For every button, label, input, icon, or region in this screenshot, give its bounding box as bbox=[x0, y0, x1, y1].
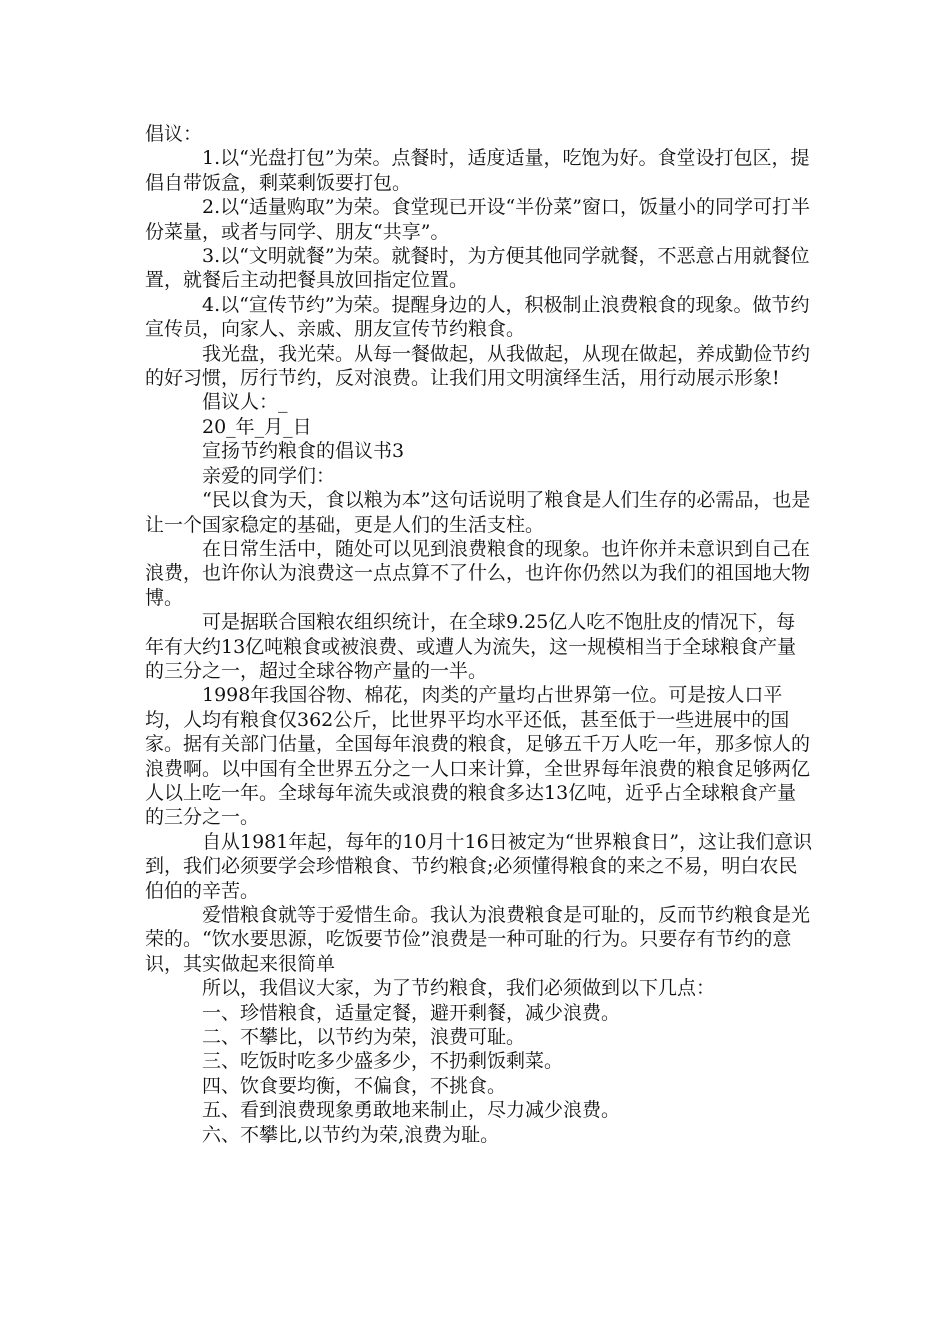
section-title: 宣扬节约粮食的倡议书3 bbox=[202, 440, 405, 463]
paragraph-proverb: “民以食为天，食以粮为本”这句话说明了粮食是人们生存的必需品，也是让一个国家稳定的基础，更是人们的生活支柱。 bbox=[145, 489, 811, 536]
paragraph-cherish-grain: 爱惜粮食就等于爱惜生命。我认为浪费粮食是可耻的，反而节约粮食是光荣的。“饮水要思源，吃饭要节俭”浪费是一种可耻的行为。只要存有节约的意识，其实做起来很简单 bbox=[145, 904, 811, 975]
paragraph-1998-output: 1998年我国谷物、棉花，肉类的产量均占世界第一位。可是按人口平均，人均有粮食仅362公斤，比世界平均水平还低，甚至低于一些进展中的国家。据有关部门估量，全国每年浪费的粮食，足够五千万人吃一年，那多惊人的浪费啊。以中国有全世界五分之一人口来计算，全世界每年浪费的粮食足够两亿人以上吃一年。全球每年流失或浪费的粮食多达13亿吨，近乎占全球粮食产量的三分之一。 bbox=[145, 684, 811, 829]
paragraph-item-4: 4.以“宣传节约”为荣。提醒身边的人，积极制止浪费粮食的现象。做节约宣传员，向家人、亲戚、朋友宣传节约粮食。 bbox=[145, 293, 810, 341]
document-body bbox=[145, 122, 813, 1147]
paragraph-heading-proposal: 倡议： bbox=[145, 123, 203, 145]
paragraph-proposal-intro: 所以，我倡议大家，为了节约粮食，我们必须做到以下几点： bbox=[202, 977, 716, 1000]
paragraph-world-food-day: 自从1981年起，每年的10月十16日被定为“世界粮食日”，这让我们意识到，我们必须要学会珍惜粮食、节约粮食;必须懂得粮食的来之不易，明白农民伯伯的辛苦。 bbox=[145, 830, 813, 902]
list-item-5: 五、看到浪费现象勇敢地来制止，尽力减少浪费。 bbox=[202, 1099, 621, 1122]
paragraph-item-3: 3.以“文明就餐”为荣。就餐时，为方便其他同学就餐，不恶意占用就餐位置，就餐后主动把餐具放回指定位置。 bbox=[145, 245, 810, 292]
salutation: 亲爱的同学们： bbox=[202, 464, 336, 487]
list-item-2: 二、不攀比，以节约为荣，浪费可耻。 bbox=[202, 1026, 526, 1049]
date-line: 20_年_月_日 bbox=[202, 415, 312, 438]
list-item-6: 六、不攀比,以节约为荣,浪费为耻。 bbox=[202, 1123, 500, 1146]
paragraph-item-1: 1.以“光盘打包”为荣。点餐时，适度适量，吃饱为好。食堂设打包区，提倡自带饭盒，剩菜剩饭要打包。 bbox=[145, 147, 810, 194]
paragraph-item-2: 2.以“适量购取”为荣。食堂现已开设“半份菜”窗口，饭量小的同学可打半份菜量，或者与同学、朋友“共享”。 bbox=[145, 196, 810, 243]
list-item-1: 一、珍惜粮食，适量定餐，避开剩餐，减少浪费。 bbox=[202, 1001, 621, 1024]
list-item-3: 三、吃饭时吃多少盛多少，不扔剩饭剩菜。 bbox=[202, 1050, 564, 1073]
paragraph-fao-statistics: 可是据联合国粮农组织统计，在全球9.25亿人吃不饱肚皮的情况下，每年有大约13亿吨粮食或被浪费、或遭人为流失，这一规模相当于全球粮食产量的三分之一，超过全球谷物产量的一半。 bbox=[145, 611, 797, 682]
signature-line: 倡议人：_ bbox=[202, 391, 288, 414]
list-item-4: 四、饮食要均衡，不偏食，不挑食。 bbox=[202, 1074, 507, 1097]
paragraph-daily-life: 在日常生活中，随处可以见到浪费粮食的现象。也许你并未意识到自己在浪费，也许你认为浪费这一点点算不了什么，也许你仍然以为我们的祖国地大物博。 bbox=[145, 537, 811, 609]
paragraph-closing-slogan: 我光盘，我光荣。从每一餐做起，从我做起，从现在做起，养成勤俭节约的好习惯，厉行节约，反对浪费。让我们用文明演绎生活，用行动展示形象! bbox=[145, 342, 811, 390]
